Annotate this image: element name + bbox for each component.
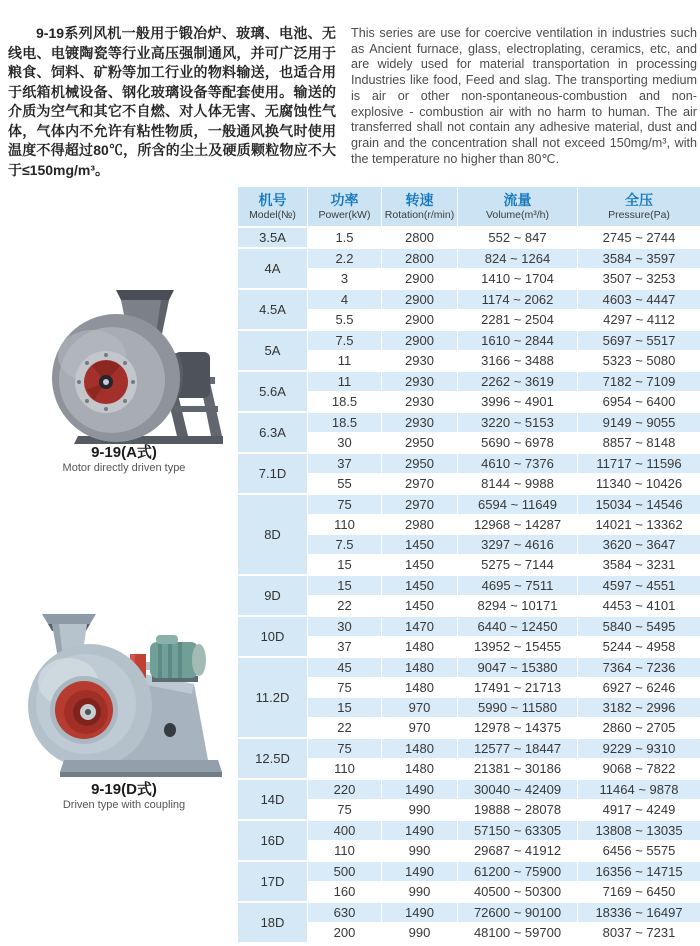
table-row: [238, 923, 700, 943]
table-row: [238, 494, 700, 515]
power-cell: 2.2: [308, 248, 382, 269]
rotation-cell: 2900: [382, 310, 458, 331]
rotation-cell: 2950: [382, 433, 458, 454]
table-row: [238, 515, 700, 535]
intro-paragraph-zh: 9-19系列风机一般用于锻冶炉、玻璃、电池、无线电、电镀陶瓷等行业高压强制通风，并可广泛用于粮食、饲料、矿粉等加工行业的物料输送，也适合用于纸箱机械设备、钢化玻璃设备等配套使用。输送的介质为空气和其它不自燃、对人体无害、无腐蚀性气体，气体内不允许有粘性物质，一般通风换气时使用温度不得超过80℃，所含的尘土及硬质颗粒物应不大于≤150mg/m³。: [8, 25, 336, 178]
model-cell: 12.5D: [238, 738, 308, 779]
pressure-cell: 4297 ~ 4112: [578, 310, 700, 331]
model-cell: 16D: [238, 820, 308, 861]
rotation-cell: 2950: [382, 453, 458, 474]
table-row: [238, 657, 700, 678]
table-row: [238, 535, 700, 555]
power-cell: 3: [308, 269, 382, 290]
rotation-cell: 2980: [382, 515, 458, 535]
pressure-cell: 5697 ~ 5517: [578, 330, 700, 351]
table-row: [238, 779, 700, 800]
rotation-cell: 1490: [382, 861, 458, 882]
power-cell: 500: [308, 861, 382, 882]
rotation-cell: 2900: [382, 289, 458, 310]
rotation-cell: 970: [382, 698, 458, 718]
power-cell: 4: [308, 289, 382, 310]
volume-cell: 1410 ~ 1704: [458, 269, 578, 290]
volume-cell: 824 ~ 1264: [458, 248, 578, 269]
power-cell: 400: [308, 820, 382, 841]
rotation-cell: 1450: [382, 535, 458, 555]
table-row: [238, 820, 700, 841]
power-cell: 75: [308, 738, 382, 759]
spec-table-head: [238, 187, 700, 228]
rotation-cell: 1480: [382, 678, 458, 698]
power-cell: 45: [308, 657, 382, 678]
model-cell: 10D: [238, 616, 308, 657]
rotation-cell: 2800: [382, 227, 458, 248]
volume-cell: 9047 ~ 15380: [458, 657, 578, 678]
power-cell: 22: [308, 596, 382, 617]
volume-cell: 48100 ~ 59700: [458, 923, 578, 943]
power-cell: 15: [308, 698, 382, 718]
pressure-cell: 6456 ~ 5575: [578, 841, 700, 862]
power-cell: 75: [308, 800, 382, 821]
spec-table-body: [238, 227, 700, 943]
table-row: [238, 738, 700, 759]
pressure-cell: 5840 ~ 5495: [578, 616, 700, 637]
pressure-cell: 7364 ~ 7236: [578, 657, 700, 678]
rotation-cell: 990: [382, 800, 458, 821]
table-row: [238, 800, 700, 821]
model-cell: 4.5A: [238, 289, 308, 330]
rotation-cell: 2970: [382, 494, 458, 515]
rotation-cell: 2930: [382, 412, 458, 433]
spec-table: [237, 186, 700, 943]
pressure-cell: 9229 ~ 9310: [578, 738, 700, 759]
power-cell: 18.5: [308, 412, 382, 433]
model-cell: 6.3A: [238, 412, 308, 453]
volume-cell: 40500 ~ 50300: [458, 882, 578, 903]
power-cell: 110: [308, 841, 382, 862]
fan-a-caption: [14, 444, 234, 475]
rotation-cell: 2930: [382, 392, 458, 413]
rotation-cell: 2800: [382, 248, 458, 269]
volume-cell: 4695 ~ 7511: [458, 575, 578, 596]
table-row: [238, 330, 700, 351]
fan-a-image: [28, 286, 224, 449]
volume-cell: 3166 ~ 3488: [458, 351, 578, 372]
volume-cell: 21381 ~ 30186: [458, 759, 578, 780]
volume-cell: 3220 ~ 5153: [458, 412, 578, 433]
table-row: [238, 310, 700, 331]
volume-cell: 3996 ~ 4901: [458, 392, 578, 413]
model-cell: 17D: [238, 861, 308, 902]
table-row: [238, 555, 700, 576]
pressure-cell: 9149 ~ 9055: [578, 412, 700, 433]
model-cell: 8D: [238, 494, 308, 575]
rotation-cell: 1470: [382, 616, 458, 637]
pressure-cell: 5244 ~ 4958: [578, 637, 700, 658]
rotation-cell: 1450: [382, 575, 458, 596]
power-cell: 30: [308, 433, 382, 454]
rotation-cell: 970: [382, 718, 458, 739]
table-row: [238, 718, 700, 739]
fan-d-image: [12, 612, 232, 785]
power-cell: 7.5: [308, 535, 382, 555]
volume-cell: 5275 ~ 7144: [458, 555, 578, 576]
spec-table-container: [237, 186, 700, 943]
volume-cell: 2281 ~ 2504: [458, 310, 578, 331]
table-row: [238, 351, 700, 372]
fan-d-type-label: Driven type with coupling: [62, 799, 186, 811]
pressure-cell: 3620 ~ 3647: [578, 535, 700, 555]
pressure-cell: 11717 ~ 11596: [578, 453, 700, 474]
model-cell: 18D: [238, 902, 308, 943]
volume-cell: 6440 ~ 12450: [458, 616, 578, 637]
pressure-cell: 6954 ~ 6400: [578, 392, 700, 413]
volume-cell: 3297 ~ 4616: [458, 535, 578, 555]
volume-cell: 19888 ~ 28078: [458, 800, 578, 821]
pressure-cell: 3507 ~ 3253: [578, 269, 700, 290]
volume-cell: 17491 ~ 21713: [458, 678, 578, 698]
power-cell: 22: [308, 718, 382, 739]
power-cell: 55: [308, 474, 382, 495]
pressure-cell: 2745 ~ 2744: [578, 227, 700, 248]
table-row: [238, 637, 700, 658]
table-row: [238, 453, 700, 474]
power-cell: 110: [308, 759, 382, 780]
volume-cell: 57150 ~ 63305: [458, 820, 578, 841]
pressure-cell: 11464 ~ 9878: [578, 779, 700, 800]
volume-cell: 13952 ~ 15455: [458, 637, 578, 658]
pressure-cell: 14021 ~ 13362: [578, 515, 700, 535]
col-header-pressure: 全压 Pressure(Pa): [578, 187, 700, 228]
pressure-cell: 3584 ~ 3597: [578, 248, 700, 269]
pressure-cell: 15034 ~ 14546: [578, 494, 700, 515]
pressure-cell: 8037 ~ 7231: [578, 923, 700, 943]
centrifugal-fan-a-illustration: [28, 286, 224, 444]
table-row: [238, 902, 700, 923]
col-header-volume: 流量 Volume(m³/h): [458, 187, 578, 228]
fan-d-caption: [14, 781, 234, 812]
table-row: [238, 616, 700, 637]
volume-cell: 6594 ~ 11649: [458, 494, 578, 515]
model-cell: 11.2D: [238, 657, 308, 738]
rotation-cell: 2930: [382, 351, 458, 372]
rotation-cell: 1480: [382, 637, 458, 658]
model-cell: 5A: [238, 330, 308, 371]
power-cell: 75: [308, 678, 382, 698]
fan-a-type-label: Motor directly driven type: [62, 462, 186, 474]
col-header-rotation: 转速 Rotation(r/min): [382, 187, 458, 228]
intro-paragraph-en: This series are use for coercive ventilation in industries such as Ancient furnace, glass, electroplating, ceramics, etc, and are widely used for material transportation in processing Industries like food, Feed and slag. The transporting medium is air or other non-spontaneous-combustion and non- explosive - combustion air with no harm to human. The air transferred shall not contain any adhesive material, dust and grain and the concentration shall not exceed 150mg/m³, with the temperature no higher than 80℃.: [351, 26, 697, 166]
rotation-cell: 990: [382, 882, 458, 903]
volume-cell: 5990 ~ 11580: [458, 698, 578, 718]
power-cell: 37: [308, 637, 382, 658]
rotation-cell: 1480: [382, 657, 458, 678]
table-row: [238, 759, 700, 780]
rotation-cell: 990: [382, 923, 458, 943]
table-row: [238, 248, 700, 269]
pressure-cell: 11340 ~ 10426: [578, 474, 700, 495]
power-cell: 7.5: [308, 330, 382, 351]
col-header-model: 机号 Model(№): [238, 187, 308, 228]
table-row: [238, 474, 700, 495]
volume-cell: 30040 ~ 42409: [458, 779, 578, 800]
rotation-cell: 1490: [382, 902, 458, 923]
table-row: [238, 371, 700, 392]
volume-cell: 1174 ~ 2062: [458, 289, 578, 310]
power-cell: 11: [308, 371, 382, 392]
model-cell: 9D: [238, 575, 308, 616]
pressure-cell: 7182 ~ 7109: [578, 371, 700, 392]
table-row: [238, 575, 700, 596]
table-row: [238, 678, 700, 698]
model-cell: 3.5A: [238, 227, 308, 248]
rotation-cell: 1480: [382, 738, 458, 759]
rotation-cell: 990: [382, 841, 458, 862]
fan-d-model-label: 9-19(D式): [91, 781, 157, 798]
model-cell: 5.6A: [238, 371, 308, 412]
pressure-cell: 5323 ~ 5080: [578, 351, 700, 372]
power-cell: 5.5: [308, 310, 382, 331]
power-cell: 110: [308, 515, 382, 535]
pressure-cell: 6927 ~ 6246: [578, 678, 700, 698]
pressure-cell: 7169 ~ 6450: [578, 882, 700, 903]
volume-cell: 1610 ~ 2844: [458, 330, 578, 351]
pressure-cell: 16356 ~ 14715: [578, 861, 700, 882]
power-cell: 160: [308, 882, 382, 903]
table-row: [238, 392, 700, 413]
volume-cell: 12968 ~ 14287: [458, 515, 578, 535]
pressure-cell: 8857 ~ 8148: [578, 433, 700, 454]
volume-cell: 12978 ~ 14375: [458, 718, 578, 739]
table-row: [238, 841, 700, 862]
power-cell: 200: [308, 923, 382, 943]
rotation-cell: 2970: [382, 474, 458, 495]
fan-a-model-label: 9-19(A式): [91, 444, 157, 461]
table-row: [238, 289, 700, 310]
volume-cell: 8144 ~ 9988: [458, 474, 578, 495]
power-cell: 18.5: [308, 392, 382, 413]
pressure-cell: 2860 ~ 2705: [578, 718, 700, 739]
pressure-cell: 4597 ~ 4551: [578, 575, 700, 596]
table-row: [238, 698, 700, 718]
pressure-cell: 3182 ~ 2996: [578, 698, 700, 718]
power-cell: 220: [308, 779, 382, 800]
power-cell: 30: [308, 616, 382, 637]
centrifugal-fan-d-illustration: [12, 612, 232, 780]
pressure-cell: 9068 ~ 7822: [578, 759, 700, 780]
model-cell: 14D: [238, 779, 308, 820]
volume-cell: 29687 ~ 41912: [458, 841, 578, 862]
volume-cell: 4610 ~ 7376: [458, 453, 578, 474]
pressure-cell: 13808 ~ 13035: [578, 820, 700, 841]
table-row: [238, 861, 700, 882]
pressure-cell: 18336 ~ 16497: [578, 902, 700, 923]
rotation-cell: 2930: [382, 371, 458, 392]
rotation-cell: 1490: [382, 779, 458, 800]
rotation-cell: 1490: [382, 820, 458, 841]
power-cell: 1.5: [308, 227, 382, 248]
power-cell: 630: [308, 902, 382, 923]
model-cell: 4A: [238, 248, 308, 289]
volume-cell: 5690 ~ 6978: [458, 433, 578, 454]
volume-cell: 8294 ~ 10171: [458, 596, 578, 617]
table-row: [238, 227, 700, 248]
pressure-cell: 4453 ~ 4101: [578, 596, 700, 617]
col-header-power: 功率 Power(kW): [308, 187, 382, 228]
volume-cell: 2262 ~ 3619: [458, 371, 578, 392]
table-row: [238, 412, 700, 433]
table-row: [238, 433, 700, 454]
rotation-cell: 2900: [382, 269, 458, 290]
rotation-cell: 2900: [382, 330, 458, 351]
rotation-cell: 1480: [382, 759, 458, 780]
table-row: [238, 882, 700, 903]
volume-cell: 552 ~ 847: [458, 227, 578, 248]
pressure-cell: 3584 ~ 3231: [578, 555, 700, 576]
model-cell: 7.1D: [238, 453, 308, 494]
power-cell: 15: [308, 555, 382, 576]
rotation-cell: 1450: [382, 555, 458, 576]
volume-cell: 72600 ~ 90100: [458, 902, 578, 923]
volume-cell: 12577 ~ 18447: [458, 738, 578, 759]
power-cell: 37: [308, 453, 382, 474]
rotation-cell: 1450: [382, 596, 458, 617]
power-cell: 11: [308, 351, 382, 372]
pressure-cell: 4917 ~ 4249: [578, 800, 700, 821]
volume-cell: 61200 ~ 75900: [458, 861, 578, 882]
table-row: [238, 269, 700, 290]
power-cell: 15: [308, 575, 382, 596]
table-row: [238, 596, 700, 617]
power-cell: 75: [308, 494, 382, 515]
pressure-cell: 4603 ~ 4447: [578, 289, 700, 310]
